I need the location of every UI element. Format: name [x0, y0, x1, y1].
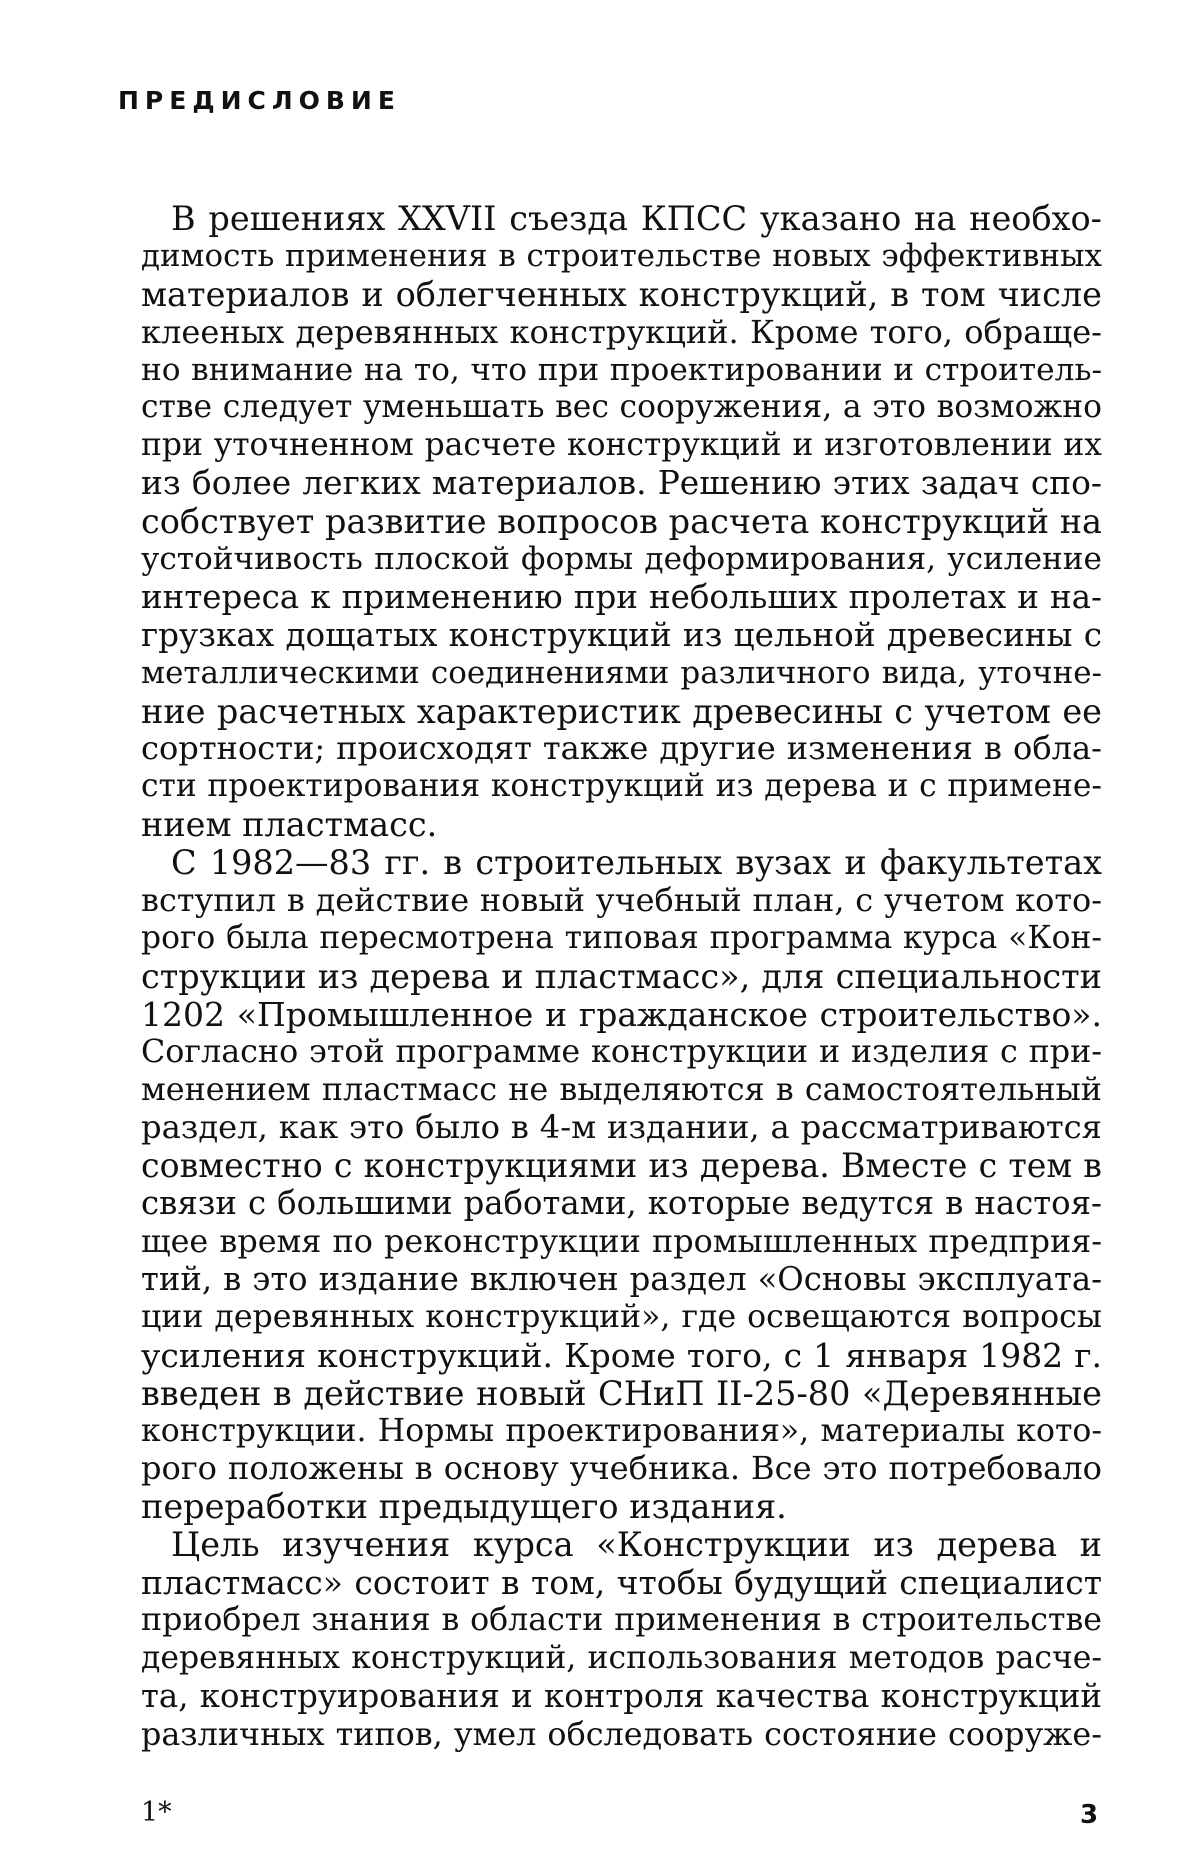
- text-line: сортности; происходят также другие изменения в обла-: [141, 729, 1102, 768]
- text-line: 1202 «Промышленное и гражданское строительство».: [141, 994, 1102, 1034]
- text-line: усиления конструкций. Кроме того, с 1 января 1982 г.: [141, 1335, 1102, 1375]
- text-line: нием пластмасс.: [141, 805, 438, 845]
- text-line: рого положены в основу учебника. Все это потребовало: [141, 1449, 1102, 1488]
- text-line: щее время по реконструкции промышленных предприя-: [141, 1222, 1102, 1261]
- text-line: материалов и облегченных конструкций, в том числе: [141, 274, 1102, 314]
- text-line: совместно с конструкциями из дерева. Вместе с тем в: [141, 1146, 1102, 1186]
- text-line: ние расчетных характеристик древесины с учетом ее: [141, 691, 1102, 731]
- text-line: стве следует уменьшать вес сооружения, а это возможно: [141, 389, 1102, 426]
- text-line: из более легких материалов. Решению этих задач спо-: [141, 464, 1102, 503]
- text-line: приобрел знания в области применения в строительстве: [141, 1601, 1102, 1638]
- text-line: грузках дощатых конструкций из цельной древесины с: [141, 615, 1102, 654]
- text-line: связи с большими работами, которые ведутся в настоя-: [141, 1184, 1102, 1223]
- text-line: конструкции. Нормы проектирования», материалы кото-: [141, 1412, 1102, 1449]
- text-line: металлическими соединениями различного вида, уточне-: [141, 654, 1102, 691]
- text-line: С 1982—83 гг. в строительных вузах и факультетах: [171, 843, 1102, 883]
- page-number: 3: [1080, 1800, 1099, 1830]
- text-line: рого была пересмотрена типовая программа курса «Кон-: [141, 919, 1102, 956]
- body-text: [141, 200, 1102, 1754]
- text-line: клееных деревянных конструкций. Кроме того, обраще-: [141, 312, 1102, 351]
- text-line: собствует развитие вопросов расчета конструкций на: [141, 502, 1102, 542]
- text-line: пластмасс» состоит в том, чтобы будущий специалист: [141, 1563, 1102, 1603]
- text-line: при уточненном расчете конструкций и изготовлении их: [141, 427, 1102, 464]
- text-line: менением пластмасс не выделяются в самостоятельный: [141, 1070, 1102, 1109]
- text-line: та, конструирования и контроля качества конструкций: [141, 1676, 1102, 1715]
- text-line: введен в действие новый СНиП II-25-80 «Деревянные: [141, 1373, 1102, 1413]
- text-line: но внимание на то, что при проектировании и строитель-: [141, 351, 1102, 388]
- text-line: раздел, как это было в 4-м издании, а рассматриваются: [141, 1108, 1102, 1147]
- text-line: различных типов, умел обследовать состояние сооруже-: [141, 1715, 1102, 1753]
- text-line: Согласно этой программе конструкции и изделия с при-: [141, 1033, 1102, 1070]
- text-line: ции деревянных конструкций», где освещаются вопросы: [141, 1298, 1102, 1335]
- text-line: интереса к применению при небольших пролетах и на-: [141, 577, 1102, 616]
- text-line: деревянных конструкций, использования методов расче-: [141, 1639, 1102, 1676]
- text-line: переработки предыдущего издания.: [141, 1487, 787, 1527]
- printer-signature-mark: 1*: [141, 1797, 172, 1828]
- section-heading: ПРЕДИСЛОВИЕ: [118, 86, 401, 115]
- text-line: В решениях XXVII съезда КПСС указано на необхо-: [171, 199, 1102, 238]
- text-line: димость применения в строительстве новых эффективных: [141, 237, 1102, 274]
- text-line: вступил в действие новый учебный план, с учетом кото-: [141, 881, 1102, 920]
- text-line: сти проектирования конструкций из дерева и с примене-: [141, 768, 1102, 805]
- text-line: устойчивость плоской формы деформирования, усиление: [141, 541, 1102, 578]
- text-line: струкции из дерева и пластмасс», для специальности: [141, 956, 1102, 996]
- text-line: Цель изучения курса «Конструкции из дерева и: [171, 1525, 1102, 1565]
- text-line: тий, в это издание включен раздел «Основы эксплуата-: [141, 1259, 1102, 1298]
